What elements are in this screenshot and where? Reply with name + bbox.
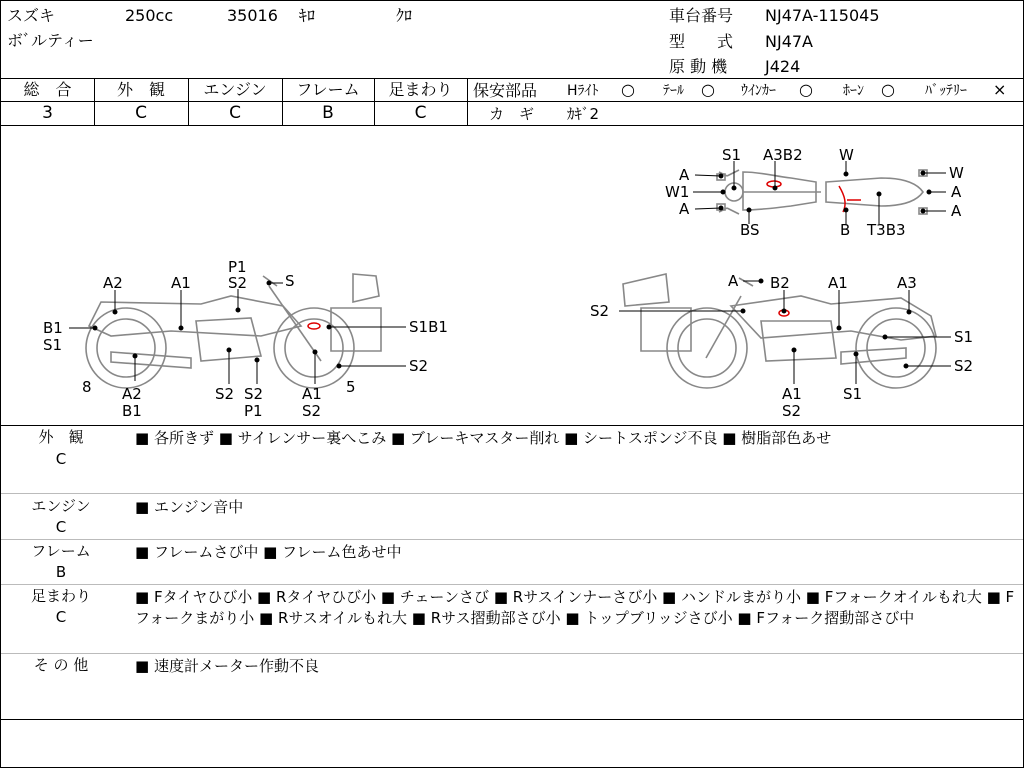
- safety-horn-mark: ○: [881, 80, 895, 99]
- maker: スズキ: [7, 6, 56, 25]
- label-left-A1b: A1: [302, 385, 322, 403]
- label-left-S2e: S2: [302, 402, 322, 420]
- label-top-A4: A: [951, 202, 962, 220]
- grade-label-overall: 総 合: [23, 80, 72, 99]
- mileage-unit: ｷﾛ: [299, 6, 316, 25]
- label-right-S2b: S2: [954, 357, 974, 375]
- label-left-8: 8: [82, 378, 92, 396]
- label-right-A1: A1: [828, 274, 848, 292]
- note-text-frame: ■ フレームさび中 ■ フレーム色あせ中: [135, 543, 402, 561]
- key-label: カ ギ: [489, 105, 535, 123]
- bike-diagram: [1, 126, 1023, 424]
- label-right-S1b: S1: [843, 385, 863, 403]
- note-text-engine: ■ エンジン音中: [135, 498, 244, 516]
- safety-horn-label: ﾎｰﾝ: [843, 83, 864, 99]
- chassis-label: 車台番号: [669, 6, 734, 25]
- note-grade-engine: C: [55, 518, 67, 536]
- label-top-W2: W: [949, 164, 964, 182]
- grade-value-overall: 3: [42, 103, 53, 123]
- safety-battery-label: ﾊﾞｯﾃﾘｰ: [925, 83, 967, 99]
- model-name: ボﾞルティー: [7, 31, 94, 50]
- label-top-A3: A: [951, 183, 962, 201]
- note-text-exterior: ■ 各所きず ■ サイレンサー裏へこみ ■ ブレーキマスター削れ ■ シートスポンジ不良 ■ 樹脂部色あせ: [135, 429, 832, 447]
- divider: [467, 101, 1023, 102]
- label-right-A3: A3: [897, 274, 917, 292]
- engine-value: J424: [765, 57, 801, 76]
- label-top-W1: W1: [665, 183, 690, 201]
- note-category-exterior: 外 観: [38, 428, 84, 446]
- grade-value-engine: C: [229, 103, 241, 123]
- note-category-other: そ の 他: [33, 656, 89, 674]
- note-grade-frame: B: [55, 563, 67, 581]
- grade-label-frame: フレーム: [296, 80, 360, 99]
- label-right-A1b: A1: [782, 385, 802, 403]
- label-left-P1: P1: [228, 258, 247, 276]
- label-left-S2d: S2: [244, 385, 264, 403]
- label-left-S: S: [285, 272, 295, 290]
- label-left-B1: B1: [43, 319, 63, 337]
- note-grade-exterior: C: [55, 450, 67, 468]
- label-right-B2: B2: [770, 274, 790, 292]
- note-category-suspension: 足まわり: [30, 587, 91, 605]
- chassis-value: NJ47A-115045: [765, 6, 880, 25]
- note-category-engine: エンジン: [31, 497, 91, 515]
- label-right-S2: S2: [590, 302, 610, 320]
- label-right-A: A: [728, 272, 739, 290]
- label-top-S1: S1: [722, 146, 742, 164]
- damage-mark-left: [308, 323, 320, 329]
- safety-tail-label: ﾃｰﾙ: [663, 83, 684, 99]
- label-top-A3B2: A3B2: [763, 146, 803, 164]
- safety-tail-mark: ○: [701, 80, 715, 99]
- safety-title: 保安部品: [473, 81, 538, 100]
- divider: [1, 539, 1023, 540]
- label-top-A2: A: [679, 200, 690, 218]
- divider: [1, 78, 1023, 79]
- grade-value-frame: B: [322, 103, 334, 123]
- label-left-A2b: A2: [122, 385, 142, 403]
- displacement: 250cc: [125, 6, 174, 25]
- grade-label-suspension: 足まわり: [388, 80, 453, 99]
- divider: [1, 653, 1023, 654]
- label-left-S1: S1: [43, 336, 63, 354]
- label-right-S1: S1: [954, 328, 974, 346]
- label-top-W: W: [839, 146, 854, 164]
- label-top-A1: A: [679, 166, 690, 184]
- divider: [1, 493, 1023, 494]
- label-left-S2: S2: [228, 274, 248, 292]
- label-left-S2b: S2: [409, 357, 429, 375]
- note-text-suspension: ■ Fタイヤひび小 ■ Rタイヤひび小 ■ チェーンさび ■ Rサスインナーさび小 ■ ハンドルまがり小 ■ Fフォークオイルもれ大 ■ Fフォークまがり小 ■ Rサスオイルもれ大 ■ Rサス摺動部さび小 ■ トップブリッジさび小 ■ Fフォーク摺動部さび中: [135, 588, 1015, 627]
- label-left-S1B1: S1B1: [409, 318, 448, 336]
- label-left-S2c: S2: [215, 385, 235, 403]
- label-right-S2c: S2: [782, 402, 802, 420]
- grade-label-engine: エンジン: [203, 80, 267, 99]
- grade-label-exterior: 外 観: [116, 80, 165, 99]
- safety-headlight-mark: ○: [621, 80, 635, 99]
- safety-headlight-label: Hﾗｲﾄ: [567, 83, 599, 99]
- label-top-B: B: [840, 221, 851, 239]
- type-label: 型 式: [669, 32, 734, 51]
- note-category-frame: フレーム: [31, 542, 91, 560]
- label-left-A2: A2: [103, 274, 123, 292]
- note-grade-suspension: C: [55, 608, 67, 626]
- label-left-5: 5: [346, 378, 356, 396]
- key-value: ｶｷﾞ2: [567, 105, 600, 123]
- label-top-T3B3: T3B3: [867, 221, 906, 239]
- label-top-BS: BS: [740, 221, 760, 239]
- divider: [1, 584, 1023, 585]
- grade-value-suspension: C: [414, 103, 427, 123]
- safety-winker-label: ｳｲﾝｶｰ: [741, 83, 776, 99]
- top-view-bike: [717, 170, 927, 214]
- label-left-P1b: P1: [244, 402, 263, 420]
- grade-value-exterior: C: [135, 103, 147, 123]
- divider: [1, 425, 1023, 426]
- mileage: 35016: [227, 6, 278, 25]
- safety-battery-mark: ×: [993, 80, 1007, 99]
- note-text-other: ■ 速度計メーター作動不良: [135, 657, 319, 675]
- label-left-B1b: B1: [122, 402, 142, 420]
- safety-winker-mark: ○: [799, 80, 813, 99]
- type-value: NJ47A: [765, 32, 813, 51]
- label-left-A1: A1: [171, 274, 191, 292]
- left-view-leaders: [69, 281, 406, 384]
- color: ｸﾛ: [396, 6, 413, 25]
- engine-label: 原 動 機: [669, 57, 728, 76]
- divider: [1, 101, 467, 102]
- divider: [1, 719, 1023, 720]
